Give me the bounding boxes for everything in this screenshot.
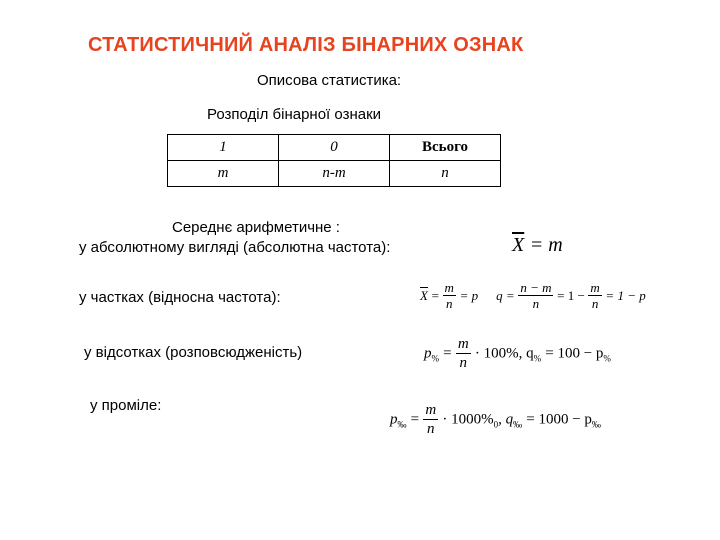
formula-pct-eq: = [443, 345, 452, 362]
formula-absolute-rhs: = m [529, 234, 563, 256]
permille-label: у проміле: [90, 397, 162, 414]
formula-frac-x: $\overline{X}$ [420, 287, 428, 303]
formula-pct-p: p [424, 345, 432, 362]
formula-mean-symbol: $\overline{X}$ [512, 234, 525, 256]
formula-frac-q: q = [496, 287, 515, 303]
table-caption: Розподіл бінарної ознаки [207, 106, 382, 123]
formula-pm-tail-sub: ‰ [591, 419, 601, 430]
fraction-denominator: n [445, 296, 453, 312]
fraction-denominator: n [426, 420, 435, 437]
formula-pct-sub: % [431, 353, 439, 364]
fraction-denominator: n [532, 296, 540, 312]
fraction-numerator: m [590, 280, 600, 295]
table-row [168, 161, 501, 187]
table-header-cell: 1 [168, 135, 279, 161]
fraction [518, 281, 553, 312]
formula-percent [424, 336, 611, 372]
formula-pm-rhs-sub: 0 [493, 419, 499, 430]
mean-absolute-label: у абсолютному вигляді (абсолютна частота): [79, 239, 391, 256]
formula-frac-q-mid: = 1 − [557, 287, 585, 303]
table-header-cell: Всього [390, 135, 501, 161]
page-title: СТАТИСТИЧНИЙ АНАЛІЗ БІНАРНИХ ОЗНАК [88, 34, 524, 56]
formula-frac-q-end: = 1 − p [605, 287, 646, 303]
fraction-numerator: m [457, 336, 469, 352]
fraction-numerator: m [444, 280, 454, 295]
fraction [423, 402, 438, 438]
formula-pct-q-sub: % [533, 353, 542, 364]
mean-heading: Середнє арифметичне : [172, 219, 340, 236]
fraction-denominator: n [459, 354, 467, 371]
formula-pm-tail: = 1000 − p [526, 411, 592, 428]
distribution-table [167, 134, 501, 187]
formula-frac-p: = p [459, 287, 479, 303]
section-subtitle: Описова статистика: [257, 72, 402, 89]
formula-pm-q-sub: ‰ [513, 419, 523, 430]
formula-pm-rhs: · 1000% [442, 411, 494, 428]
formula-fractions [420, 281, 646, 312]
fraction [588, 281, 601, 312]
percent-label: у відсотках (розповсюдженість) [84, 344, 303, 361]
formula-pm-eq: = [410, 411, 420, 428]
fraction-numerator: n − m [520, 280, 552, 295]
table-header-cell: 0 [279, 135, 390, 161]
fraction-denominator: n [591, 296, 599, 312]
formula-pm-sub: ‰ [397, 419, 407, 430]
table-header-row [168, 135, 501, 161]
fraction-numerator: m [425, 402, 437, 418]
table-cell: n-m [279, 161, 390, 187]
table-cell: n [390, 161, 501, 187]
formula-pct-tail: = 100 − p [545, 345, 604, 362]
fraction [456, 336, 471, 372]
formula-frac-eq: = [431, 287, 439, 303]
fraction [443, 281, 456, 312]
fractions-label: у частках (відносна частота): [79, 289, 281, 306]
formula-pm-q: , q [498, 411, 514, 428]
formula-pct-rhs: · 100%, q [474, 345, 534, 362]
formula-permille [390, 402, 601, 438]
formula-pm-p: p [390, 411, 398, 428]
formula-pct-tail-sub: % [603, 353, 611, 364]
formula-absolute [512, 234, 563, 257]
table-cell: m [168, 161, 279, 187]
